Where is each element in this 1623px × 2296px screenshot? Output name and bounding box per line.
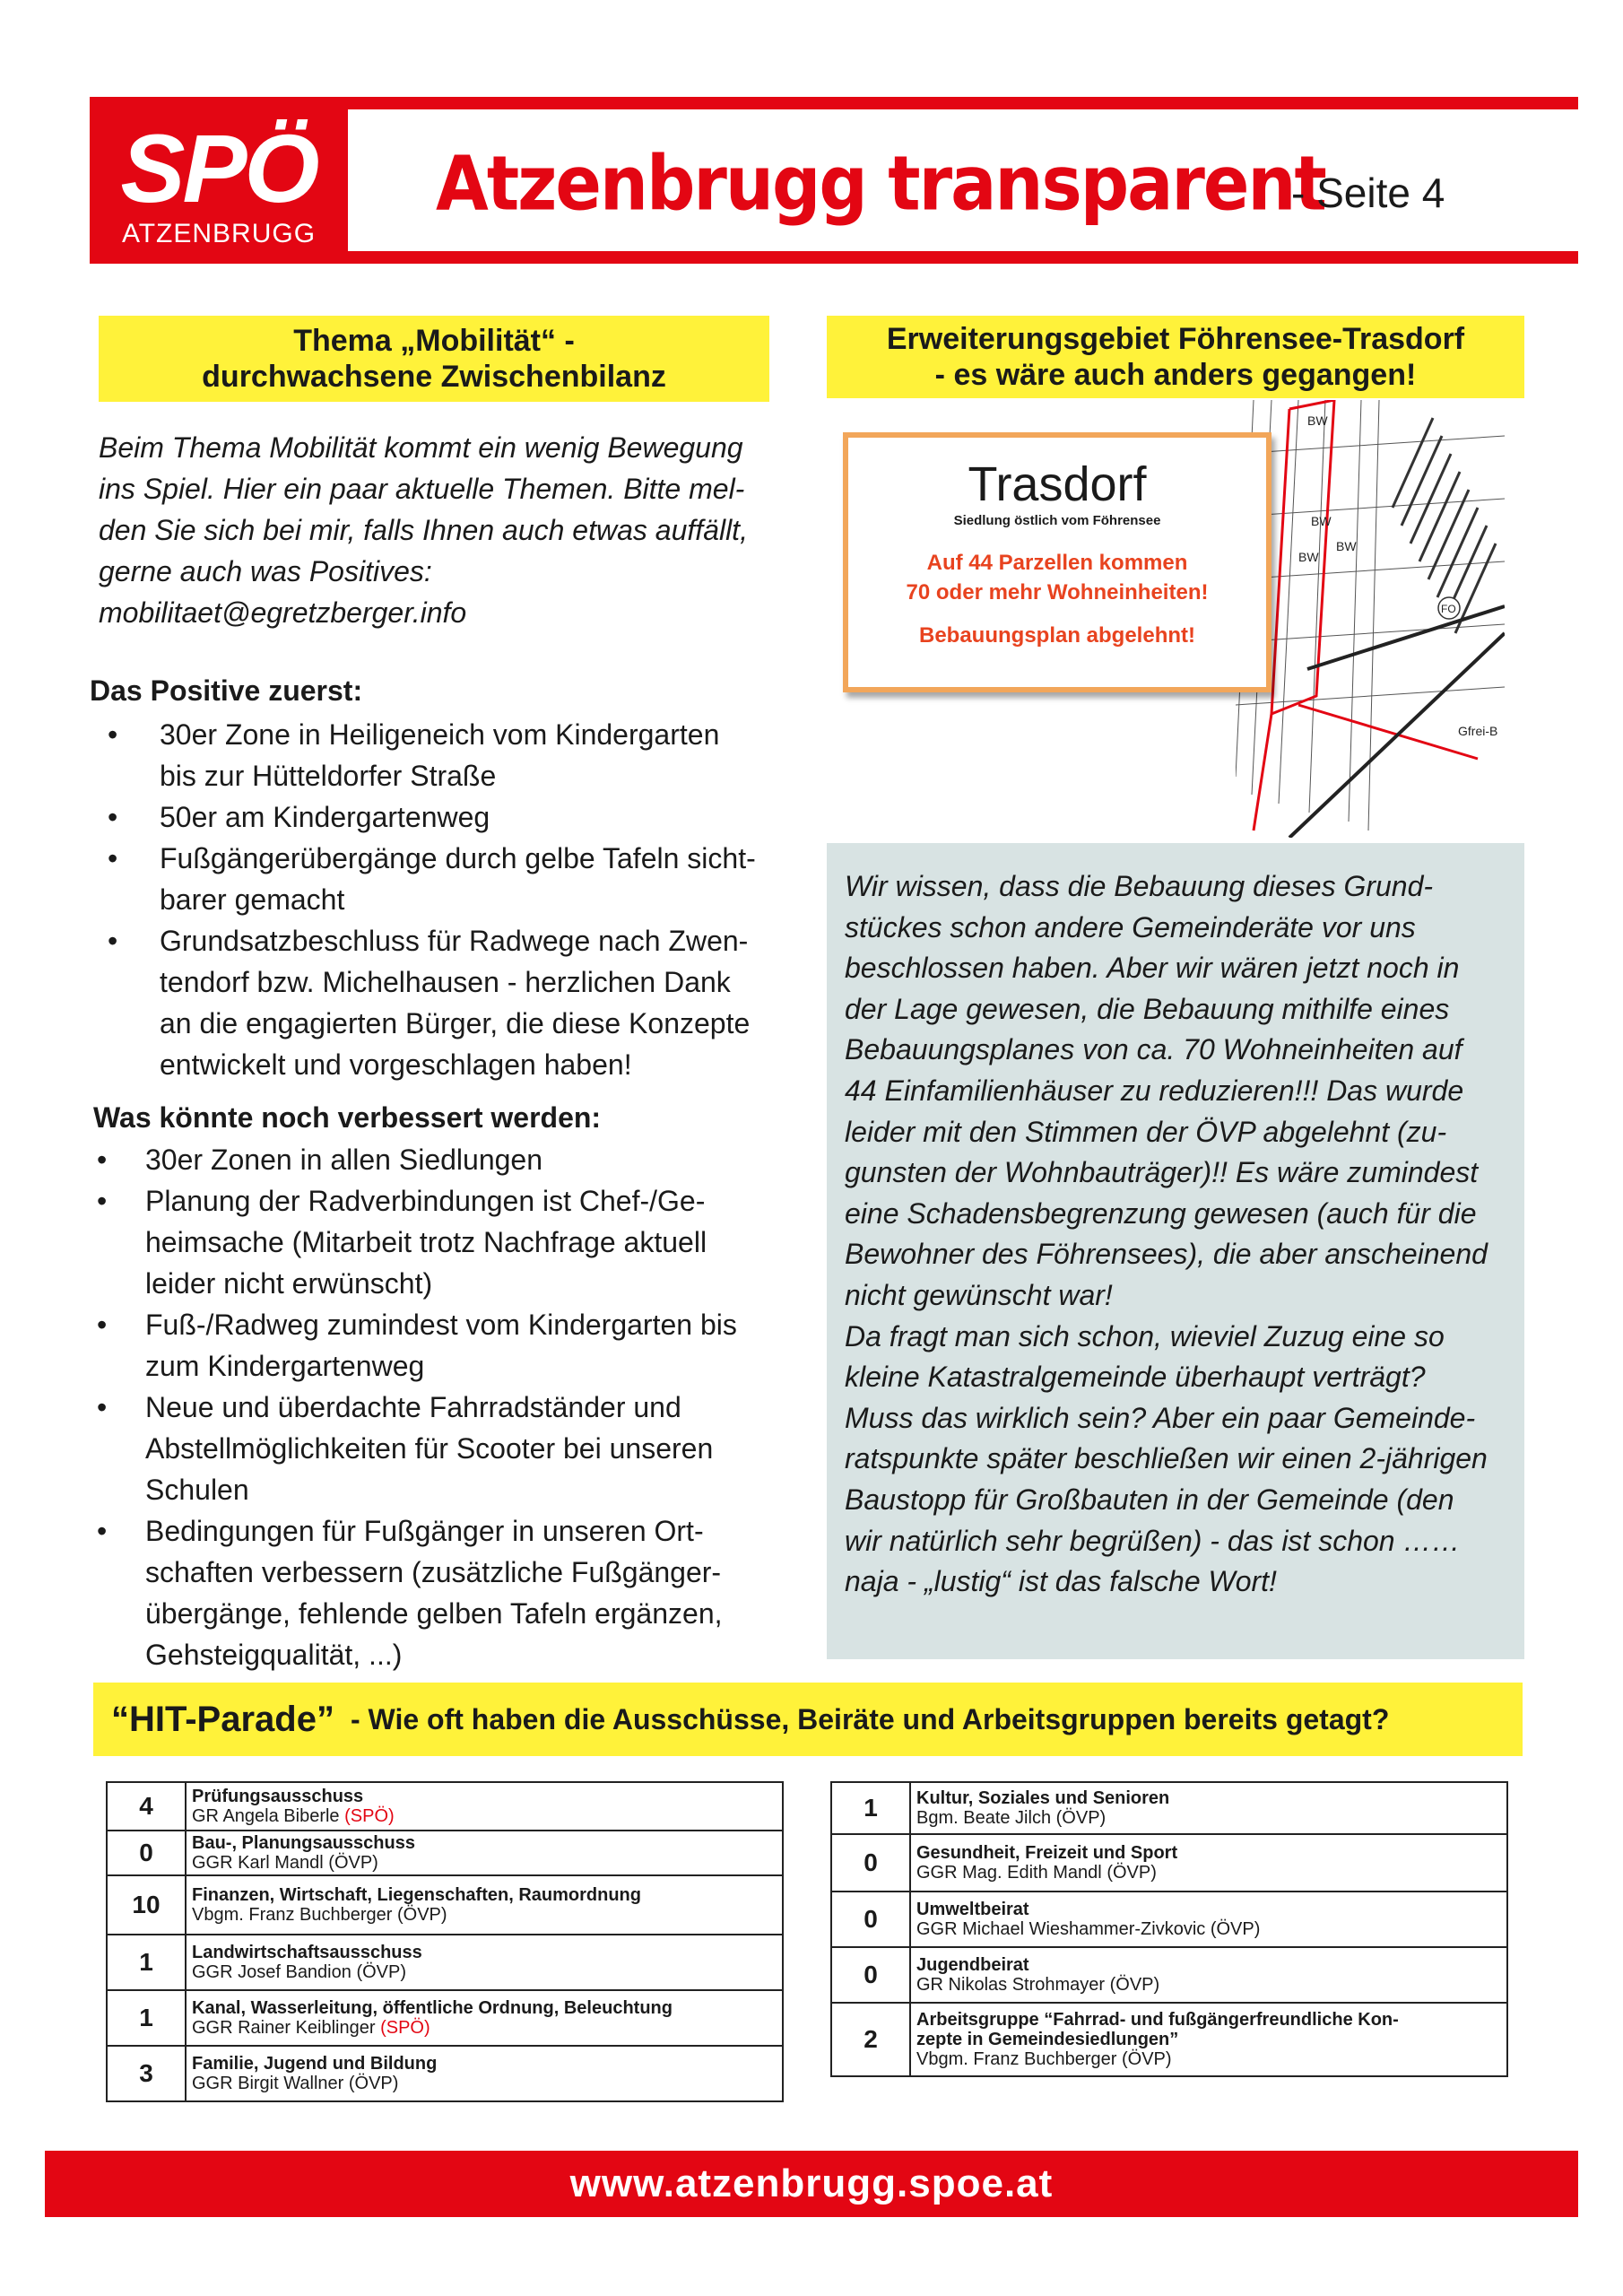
committee-name: Gesundheit, Freizeit und Sport (916, 1842, 1178, 1863)
table-row (107, 1935, 783, 1990)
committee-name: Bau-, Planungsausschuss (192, 1832, 415, 1853)
party-label: (ÖVP) (1109, 1974, 1160, 1995)
meeting-count: 1 (107, 1935, 186, 1990)
table-row (107, 1990, 783, 2046)
map-label: BW (1311, 514, 1332, 528)
committee-name: Familie, Jugend und Bildung (192, 2053, 438, 2074)
hit-parade-subtitle: - Wie oft haben die Ausschüsse, Beiräte und Arbeitsgruppen bereits getagt? (350, 1702, 1390, 1735)
table-row (831, 2003, 1507, 2076)
map-label: FO (1441, 603, 1456, 615)
paragraph-line: 44 Einfamilienhäuser zu reduzieren!!! Das wurde (845, 1074, 1464, 1107)
meeting-count: 1 (831, 1782, 910, 1834)
bullet-icon: • (108, 925, 118, 957)
meeting-count: 10 (107, 1875, 186, 1935)
intro-line: gerne auch was Positives: (99, 555, 432, 587)
committee-name: Kultur, Soziales und Senioren (916, 1787, 1170, 1808)
party-label: (ÖVP) (1122, 2048, 1172, 2069)
committee-chair: Vbgm. Franz Buchberger (192, 1904, 393, 1925)
paragraph-line: der Lage gewesen, die Bebauung mithilfe eines (845, 992, 1450, 1025)
meeting-count: 0 (107, 1831, 186, 1875)
map-label: BW (1336, 539, 1357, 553)
committee-chair: GGR Karl Mandl (192, 1852, 324, 1873)
meeting-count: 1 (107, 1990, 186, 2046)
table-row (107, 1831, 783, 1875)
party-label: (ÖVP) (348, 2073, 399, 2093)
hit-parade-title: “HIT-Parade” (111, 1699, 334, 1739)
party-label: (ÖVP) (1210, 1918, 1261, 1939)
map-label: BW (1298, 550, 1319, 564)
committee-chair: Vbgm. Franz Buchberger (916, 2048, 1117, 2069)
paragraph-line: leider mit den Stimmen der ÖVP abgelehnt (zu- (845, 1115, 1447, 1148)
party-label: (ÖVP) (356, 1961, 406, 1982)
list-item: • Grundsatzbeschluss für Radwege nach Zwen- tendorf bzw. Michelhausen - herzlichen Dank an die engagierten Bürger, die diese Konzepte entwickelt und vorgeschlagen haben! (99, 920, 789, 1085)
committee-chair: GGR Michael Wieshammer-Zivkovic (916, 1918, 1206, 1939)
meeting-count: 0 (831, 1834, 910, 1892)
map-label: BW (1307, 413, 1328, 428)
trasdorf-warning-line: Auf 44 Parzellen kommen (926, 551, 1188, 575)
committee-chair: GGR Mag. Edith Mandl (916, 1862, 1102, 1883)
meeting-count: 2 (831, 2003, 910, 2076)
meeting-count: 3 (107, 2046, 186, 2101)
intro-line: den Sie sich bei mir, falls Ihnen auch etwas auffällt, (99, 514, 748, 546)
party-label: (ÖVP) (328, 1852, 378, 1873)
page-number: - Seite 4 (1291, 170, 1445, 216)
bullet-icon: • (108, 718, 118, 751)
committee-chair: GGR Rainer Keiblinger (192, 2017, 376, 2038)
committee-name: Finanzen, Wirtschaft, Liegenschaften, Raumordnung (192, 1884, 641, 1905)
bullet-icon: • (97, 1391, 108, 1423)
table-row (831, 1892, 1507, 1947)
positive-heading: Das Positive zuerst: (90, 674, 363, 707)
improve-heading: Was könnte noch verbessert werden: (93, 1101, 602, 1134)
committee-name: Kanal, Wasserleitung, öffentliche Ordnung, Beleuchtung (192, 1997, 673, 2018)
bullet-icon: • (97, 1515, 108, 1547)
list-item: • 30er Zone in Heiligeneich vom Kindergarten bis zur Hütteldorfer Straße (99, 714, 789, 796)
paragraph-line: Bebauungsplanes von ca. 70 Wohneinheiten auf (845, 1033, 1462, 1066)
trasdorf-heading-line1: Erweiterungsgebiet Föhrensee-Trasdorf (886, 322, 1465, 356)
footer-bar (45, 2151, 1578, 2217)
list-item: • Bedingungen für Fußgänger in unseren Ort- schaften verbessern (zusätzliche Fußgänger- übergänge, fehlende gelben Tafeln ergänzen, Gehsteigqualität, ...) (90, 1510, 780, 1675)
logo-place: ATZENBRUGG (121, 219, 317, 248)
paragraph-line: beschlossen haben. Aber wir wären jetzt noch in (845, 952, 1460, 985)
list-item: • Planung der Radverbindungen ist Chef-/Ge- heimsache (Mitarbeit trotz Nachfrage aktuell leider nicht erwünscht) (90, 1180, 780, 1304)
paragraph-line: Baustopp für Großbauten in der Gemeinde (den (845, 1483, 1454, 1516)
committee-table-left (106, 1781, 784, 2102)
meeting-count: 4 (107, 1782, 186, 1831)
bullet-icon: • (108, 842, 118, 874)
committee-chair: GR Nikolas Strohmayer (916, 1974, 1106, 1995)
improve-list (90, 1139, 780, 1675)
trasdorf-rejected: Bebauungsplan abgelehnt! (918, 623, 1195, 648)
hit-parade-heading (93, 1683, 1523, 1756)
bullet-icon: • (108, 801, 118, 833)
trasdorf-heading-line2: - es wäre auch anders gegangen! (934, 358, 1417, 392)
bullet-icon: • (97, 1309, 108, 1341)
paragraph-line: Bewohner des Föhrensees), die aber anscheinend (845, 1238, 1488, 1271)
committee-name: Landwirtschaftsausschuss (192, 1942, 422, 1962)
table-row (107, 1875, 783, 1935)
party-label: (ÖVP) (397, 1904, 447, 1925)
map-label: Gfrei-B (1458, 724, 1498, 738)
paragraph-line: Da fragt man sich schon, wieviel Zuzug eine so (845, 1319, 1445, 1352)
list-item: • Fußgängerübergänge durch gelbe Tafeln sicht- barer gemacht (99, 838, 789, 920)
intro-line: ins Spiel. Hier ein paar aktuelle Themen. Bitte mel- (99, 473, 745, 505)
meeting-count: 0 (831, 1892, 910, 1947)
paragraph-line: kleine Katastralgemeinde überhaupt verträgt? (845, 1361, 1426, 1394)
trasdorf-info-box (843, 432, 1271, 692)
website-link[interactable]: www.atzenbrugg.spoe.at (569, 2161, 1054, 2205)
paragraph-line: naja - „lustig“ ist das falsche Wort! (845, 1565, 1277, 1598)
paragraph-line: nicht gewünscht war! (845, 1278, 1113, 1311)
list-item: • 50er am Kindergartenweg (99, 796, 789, 838)
committee-chair: GR Angela Biberle (192, 1805, 340, 1826)
mobility-heading-text: Thema „Mobilität“ - durchwachsene Zwischenbilanz (202, 324, 666, 394)
committee-name: Jugendbeirat (916, 1954, 1029, 1975)
trasdorf-warning (848, 548, 1266, 607)
table-row (831, 1782, 1507, 1834)
paragraph-line: eine Schadensbegrenzung gewesen (auch für die (845, 1196, 1477, 1230)
committee-chair: Bgm. Beate Jilch (916, 1807, 1052, 1828)
meeting-count: 0 (831, 1947, 910, 2003)
page-title: Atzenbrugg transparent (436, 139, 1325, 228)
party-label: (SPÖ) (380, 2017, 430, 2038)
committee-name: Arbeitsgruppe “Fahrrad- und fußgängerfreundliche Kon- (916, 2009, 1399, 2030)
logo-text: SPÖ (120, 114, 317, 222)
trasdorf-warning-line: 70 oder mehr Wohneinheiten! (906, 580, 1209, 604)
committee-chair: GGR Josef Bandion (192, 1961, 352, 1982)
trasdorf-title: Trasdorf (968, 457, 1147, 511)
paragraph-line: gunsten der Wohnbauträger)!! Es wäre zumindest (845, 1156, 1479, 1189)
committee-name: Prüfungsausschuss (192, 1786, 364, 1806)
paragraph-line: Wir wissen, dass die Bebauung dieses Grund- (845, 870, 1434, 902)
trasdorf-text (845, 866, 1514, 1603)
table-row (831, 1947, 1507, 2003)
positive-list (99, 714, 789, 1085)
bullet-icon: • (97, 1144, 108, 1176)
paragraph-line: wir natürlich sehr begrüßen) - das ist schon …… (845, 1524, 1461, 1557)
list-item: • 30er Zonen in allen Siedlungen (90, 1139, 780, 1180)
committee-chair: GGR Birgit Wallner (192, 2073, 344, 2093)
table-row (831, 1834, 1507, 1892)
contact-email[interactable]: mobilitaet@egretzberger.info (99, 596, 467, 629)
zoning-map (1236, 400, 1505, 838)
trasdorf-subtitle: Siedlung östlich vom Föhrensee (953, 513, 1161, 528)
trasdorf-heading (827, 316, 1524, 398)
mobility-heading (99, 316, 769, 402)
committee-name: Umweltbeirat (916, 1899, 1029, 1919)
list-item: • Neue und überdachte Fahrradständer und Abstellmöglichkeiten für Scooter bei unseren Schulen (90, 1387, 780, 1510)
table-row (107, 1782, 783, 1831)
committee-name-cont: zepte in Gemeindesiedlungen” (916, 2029, 1179, 2049)
table-row (107, 2046, 783, 2101)
committee-table-right (830, 1781, 1508, 2077)
bullet-icon: • (97, 1185, 108, 1217)
paragraph-line: ratspunkte später beschließen wir einen 2-jährigen (845, 1442, 1488, 1475)
party-label: (ÖVP) (1055, 1807, 1107, 1828)
list-item: • Fuß-/Radweg zumindest vom Kindergarten bis zum Kindergartenweg (90, 1304, 780, 1387)
paragraph-line: Muss das wirklich sein? Aber ein paar Gemeinde- (845, 1401, 1476, 1434)
paragraph-line: stückes schon andere Gemeinderäte vor uns (845, 910, 1416, 944)
party-label: (ÖVP) (1107, 1862, 1157, 1883)
intro-line: Beim Thema Mobilität kommt ein wenig Bewegung (99, 431, 743, 464)
mobility-intro (99, 427, 780, 633)
party-label: (SPÖ) (344, 1805, 395, 1826)
